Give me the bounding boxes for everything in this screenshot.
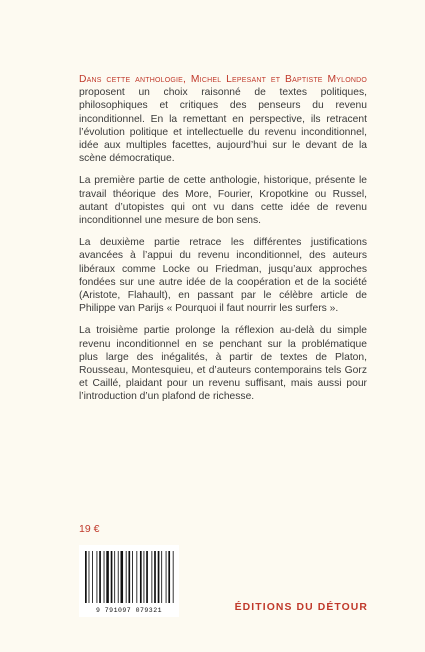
barcode: [79, 545, 179, 617]
paragraph-part-two: La deuxième partie retrace les différentes justifications avancées à l’appui du revenu inconditionnel, des auteurs libéraux comme Locke ou Friedman, jusqu’aux approches fondées sur une autre idée de la coopération et de la société (Aristote, Flahault), en passant par le célèbre article de Philippe van Parijs « Pourquoi il faut nourrir les surfers ».: [79, 237, 367, 315]
barcode-icon: [79, 545, 179, 607]
intro-paragraph: [79, 73, 367, 165]
paragraph-part-one: La première partie de cette anthologie, historique, présente le travail théorique des More, Fourier, Kropotkine ou Russel, autant d’utopistes qui ont vu dans cette idée de revenu inconditionnel une mesure de bon sens.: [79, 175, 367, 227]
blurb: [79, 73, 367, 413]
editors-names: Dans cette anthologie, Michel Lepesant et Baptiste Mylondo: [79, 74, 367, 85]
barcode-number: 9 791097 079321: [95, 607, 162, 614]
intro-text: proposent un choix raisonné de textes politiques, philosophiques et critiques des penseurs du revenu inconditionnel. En la remettant en perspective, ils retracent l’évolution politique et intellectuelle du revenu inconditionnel, idée aux multiples facettes, aujourd’hui sur le devant de la scène démocratique.: [79, 87, 367, 165]
price: 19 €: [79, 523, 100, 535]
paragraph-part-three: La troisième partie prolonge la réflexion au-delà du simple revenu inconditionnel en se penchant sur la problématique plus large des inégalités, à partir de textes de Platon, Rousseau, Montesquieu, et d’auteurs contemporains tels Gorz et Caillé, plaidant pour un revenu suffisant, mais aussi pour l’introduction d’un plafond de richesse.: [79, 325, 367, 403]
publisher-name: ÉDITIONS DU DÉTOUR: [234, 602, 368, 613]
